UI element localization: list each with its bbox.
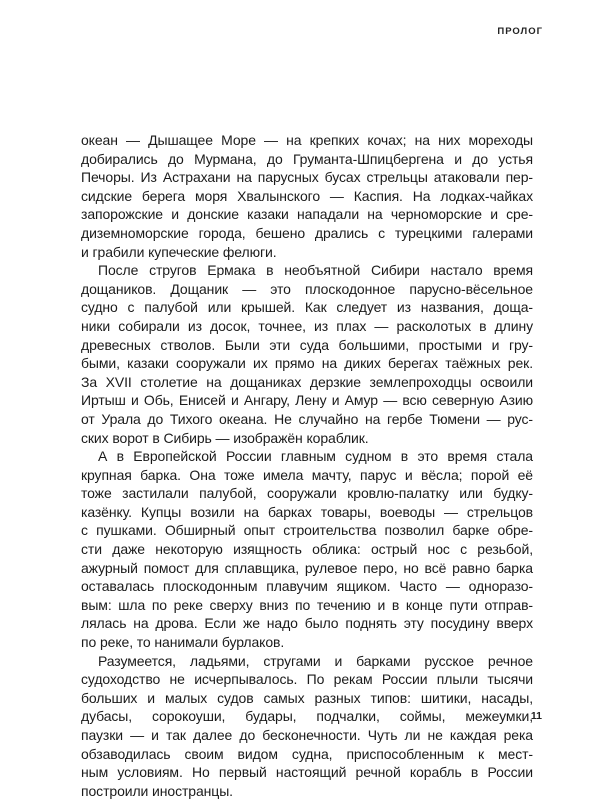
text-line: казёнку. Купцы возили на барках товары, воеводы — стрельцов xyxy=(81,503,533,520)
text-line: дубасы, сорокоуши, будары, подчалки, соймы, межеумки, xyxy=(81,708,533,725)
text-line: диземноморские города, бешено дрались с турецкими галерами xyxy=(81,224,533,241)
text-line: по реке, то нанимали бурлаков. xyxy=(81,634,285,651)
text-line: ники собирали из досок, точнее, из плах — расколотых в длину xyxy=(81,317,533,334)
running-head: ПРОЛОГ xyxy=(497,26,543,37)
text-line: паузки — и так далее до бесконечности. Чуть ли не каждая река xyxy=(81,727,533,743)
text-line: оставалась плоскодонным плавучим ящиком. Часто — одноразо- xyxy=(81,578,533,595)
text-line: вым: шла по реке сверху вниз по течению и в конце пути отправ- xyxy=(81,596,533,613)
text-line: После стругов Ермака в необъятной Сибири настало время xyxy=(98,262,533,279)
text-line: ажурный помост для сплавщика, рулевое перо, но всё равно барка xyxy=(81,559,533,576)
text-line: лялась на дрова. Если же надо было поднять эту посудину вверх xyxy=(81,615,533,632)
text-line: Разумеется, ладьями, стругами и барками русское речное xyxy=(98,652,533,669)
text-line: А в Европейской России главным судном в это время стала xyxy=(98,448,533,465)
paragraph-2 xyxy=(81,261,533,447)
paragraph-4 xyxy=(81,652,533,800)
text-line: от Урала до Тихого океана. Не случайно на гербе Тюмени — рус- xyxy=(81,410,533,427)
text-line: и грабили купеческие фелюги. xyxy=(81,243,277,260)
text-line: больших и малых судов самых разных типов: шитики, насады, xyxy=(81,689,533,706)
text-line: сидские берега моря Хвалынского — Каспия. На лодках-чайках xyxy=(81,187,533,204)
text-line: построили иностранцы. xyxy=(81,782,233,799)
text-line: Иртыш и Обь, Енисей и Ангару, Лену и Амур — всю северную Азию xyxy=(81,392,533,409)
page-number: 11 xyxy=(530,710,542,722)
text-line: обзаводилась своим видом судна, приспособленным к мест- xyxy=(81,745,533,762)
body-text xyxy=(81,131,533,800)
text-line: сти даже некоторую изящность облика: острый нос с резьбой, xyxy=(81,541,533,558)
text-line: тоже застилали палубой, сооружали кровлю-палатку или будку- xyxy=(81,485,533,502)
text-line: ным условиям. Но первый настоящий речной корабль в России xyxy=(81,764,533,781)
text-line: дощаников. Дощаник — это плоскодонное парусно-вёсельное xyxy=(81,280,533,297)
text-line: ских ворот в Сибирь — изображён кораблик. xyxy=(81,429,369,446)
text-line: запорожские и донские казаки нападали на черноморские и сре- xyxy=(81,206,533,223)
text-line: с пушками. Обширный опыт строительства позволил барке обре- xyxy=(81,522,533,539)
text-line: судно с палубой или крышей. Как следует из названия, доща- xyxy=(81,299,533,316)
text-line: быми, казаки сооружали их прямо на диких берегах таёжных рек. xyxy=(81,355,533,372)
paragraph-3 xyxy=(81,447,533,652)
text-line: добирались до Мурмана, до Груманта-Шпицбергена и до устья xyxy=(81,150,533,167)
text-line: судоходство не исчерпывалось. По рекам России плыли тысячи xyxy=(81,671,533,688)
text-line: океан — Дышащее Море — на крепких кочах; на них мореходы xyxy=(81,132,533,148)
paragraph-1 xyxy=(81,131,533,261)
text-line: крупная барка. Она тоже имела мачту, парус и вёсла; порой её xyxy=(81,466,533,483)
text-line: Печоры. Из Астрахани на парусных бусах стрельцы атаковали пер- xyxy=(81,169,533,186)
text-line: древесных стволов. Были эти суда большими, простыми и гру- xyxy=(81,336,533,353)
text-line: За XVII столетие на дощаниках дерзкие землепроходцы освоили xyxy=(81,373,533,390)
